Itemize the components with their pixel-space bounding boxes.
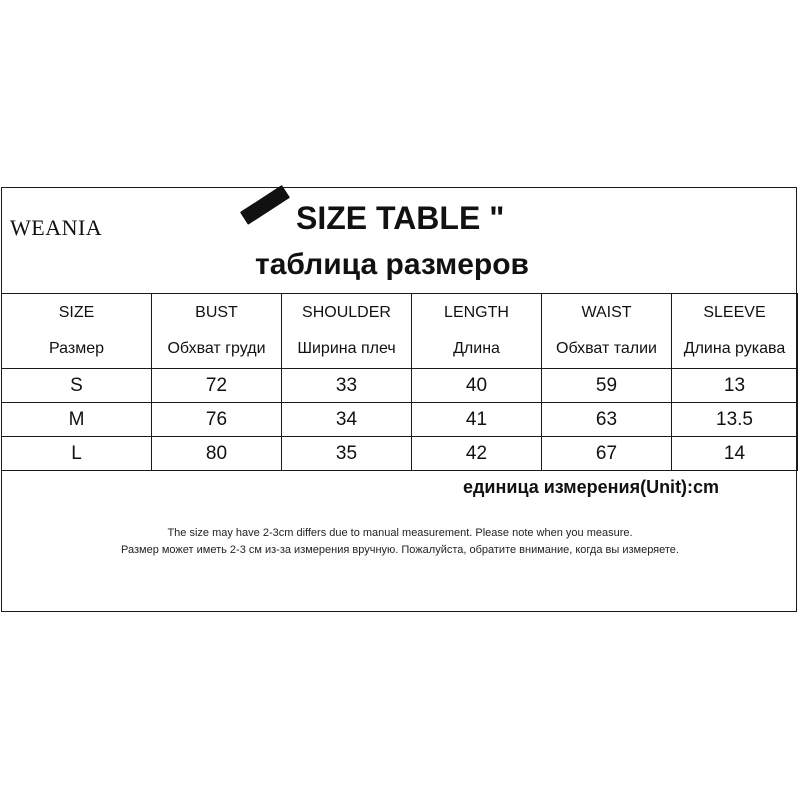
- table-cell-length: 41: [412, 403, 542, 437]
- column-header-ru: Размер: [49, 340, 104, 357]
- table-cell-shoulder: 34: [282, 403, 412, 437]
- column-header-en: BUST: [195, 304, 238, 321]
- table-row: [2, 369, 798, 403]
- table-cell-sleeve: 13.5: [672, 403, 798, 437]
- table-cell-waist: 67: [542, 437, 672, 471]
- table-cell-sleeve: 14: [672, 437, 798, 471]
- table-cell-size: M: [2, 403, 152, 437]
- table-cell-shoulder: 35: [282, 437, 412, 471]
- table-cell-size: L: [2, 437, 152, 471]
- column-header-shoulder: [282, 294, 412, 369]
- table-cell-length: 42: [412, 437, 542, 471]
- table-header-row: [2, 294, 798, 369]
- column-header-en: WAIST: [581, 304, 632, 321]
- table-cell-waist: 63: [542, 403, 672, 437]
- column-header-length: [412, 294, 542, 369]
- column-header-en: SHOULDER: [302, 304, 391, 321]
- column-header-ru: Длина рукава: [683, 340, 786, 357]
- table-row: [2, 437, 798, 471]
- unit-note: единица измерения(Unit):cm: [463, 477, 720, 497]
- table-row: [2, 403, 798, 437]
- table-cell-length: 40: [412, 369, 542, 403]
- table-cell-bust: 72: [152, 369, 282, 403]
- size-table: [1, 293, 798, 471]
- brand-logo: WEANIA: [10, 215, 103, 240]
- column-header-en: LENGTH: [444, 304, 509, 321]
- column-header-ru: Длина: [453, 340, 500, 357]
- column-header-en: SLEEVE: [703, 304, 766, 321]
- table-cell-waist: 59: [542, 369, 672, 403]
- table-cell-sleeve: 13: [672, 369, 798, 403]
- column-header-ru: Обхват талии: [556, 340, 657, 357]
- column-header-waist: [542, 294, 672, 369]
- table-cell-size: S: [2, 369, 152, 403]
- column-header-sleeve: [672, 294, 798, 369]
- column-header-ru: Ширина плеч: [297, 340, 396, 357]
- title-russian: таблица размеров: [255, 248, 529, 281]
- title-english: SIZE TABLE ": [296, 200, 505, 236]
- column-header-size: [2, 294, 152, 369]
- column-header-bust: [152, 294, 282, 369]
- table-cell-bust: 76: [152, 403, 282, 437]
- column-header-en: SIZE: [58, 304, 95, 321]
- table-cell-shoulder: 33: [282, 369, 412, 403]
- measurement-note-english: The size may have 2-3cm differs due to manual measurement. Please note when you measure.: [167, 527, 633, 539]
- table-cell-bust: 80: [152, 437, 282, 471]
- measurement-note-russian: Размер может иметь 2-3 см из-за измерения вручную. Пожалуйста, обратите внимание, когда вы измеряете.: [121, 544, 679, 556]
- column-header-ru: Обхват груди: [167, 340, 266, 357]
